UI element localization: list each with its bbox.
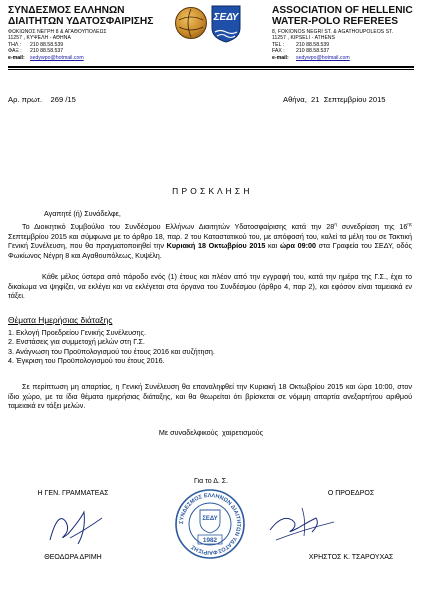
agenda-item: 4. Έγκριση του Προϋπολογισμού του έτους 2016. (8, 355, 165, 365)
header-divider-thin (8, 69, 414, 70)
email-label: e-mail: (8, 54, 25, 61)
water-polo-ball-icon (175, 7, 207, 39)
greeting: Αγαπητέ (ή) Συνάδελφε, (44, 209, 121, 218)
fax-label: ΦΑΞ : (8, 48, 22, 55)
protocol-number: Αρ. πρωτ. 269 /15 (8, 95, 76, 104)
email-en (272, 55, 420, 61)
secretary-name: ΘΕΟΔΩΡΑ ΔΡΙΜΗ (44, 554, 102, 561)
address-en-line1: 8, FOKIONOS NEGRI ST. & AGATHOUPOLEOS ST. (272, 29, 394, 35)
address-gr-line2: 11257 , ΚΥΨΕΛΗ - ΑΘΗΝΑ (8, 35, 71, 41)
para1-sup1: η (334, 221, 337, 227)
document-date: Αθήνα, 21 Σεπτεμβρίου 2015 (283, 95, 386, 104)
paragraph-2: Κάθε μέλος ύστερα από πάροδο ενός (1) έτους και πλέον από την εγγραφή του, κατά την ημέρα της Γ.Σ., έχει το δικαίωμα να ψηφίζει, να εκλέγει και να εκλέγεται στα όργανα του Συνδέσμου (άρθρο 4, παρ 2), και εφόσον είναι ταμειακά εν τάξει. (8, 272, 412, 301)
svg-text:ΣΥΝΔΕΣΜΟΣ ΕΛΛΗΝΩΝ ΔΙΑΙΤΗΤΩΝ ΥΔ (179, 493, 241, 555)
header-left (8, 5, 158, 61)
president-name: ΧΡΗΣΤΟΣ Κ. ΤΣΑΡΟΥΧΑΣ (308, 554, 394, 561)
org-name-gr-line2: ΔΙΑΙΤΗΤΩΝ ΥΔΑΤΟΣΦΑΙΡΙΣΗΣ (8, 16, 154, 27)
official-stamp (174, 488, 246, 560)
tel-value: 210 88.58.539 (30, 42, 64, 48)
president-signature (262, 500, 342, 548)
agenda-heading (8, 315, 112, 325)
fax-value: 210 88.58.537 (30, 48, 64, 55)
org-name-en-line1: ASSOCIATION OF HELLENIC (272, 5, 413, 16)
secretary-signature (40, 500, 110, 550)
meeting-date: Κυριακή 18 Οκτωβρίου 2015 (166, 241, 266, 251)
paragraph-1 (8, 222, 412, 260)
meeting-time: ώρα 09:00 (279, 241, 316, 251)
president-role: Ο ΠΡΟΕΔΡΟΣ (327, 490, 375, 497)
org-name-gr-line1: ΣΥΝΔΕΣΜΟΣ ΕΛΛΗΝΩΝ (8, 5, 125, 16)
agenda-list (8, 328, 412, 365)
document-title: Π Ρ Ο Σ Κ Λ Η Σ Η (172, 186, 250, 196)
address-gr-line1: ΦΩΚΙΩΝΟΣ ΝΕΓΡΗ 8 & ΑΓΑΘΟΥΠΟΛΕΩΣ (8, 29, 107, 35)
sedy-logo (206, 4, 246, 44)
para1-part-c: Σεπτεμβρίου 2015 και σύμφωνα με το άρθρο 18, παρ. 2 του Καταστατικού του, με απόφασή του, καλεί τα μέλη του σε Τακτική Γενική Συνέλευση, που θα πραγματοποιηθεί την (8, 231, 412, 251)
header-right (272, 5, 420, 61)
header (0, 0, 422, 70)
secretary-role: Η ΓΕΝ. ΓΡΑΜΜΑΤΕΑΣ (37, 490, 109, 497)
para1-part-a: Το Διοικητικό Συμβούλιο του Συνδέσμου Ελλήνων Διαιτητών Υδατοσφαίρισης κατά την 28 (22, 222, 335, 231)
email-link[interactable]: sedywpo@hotmail.com (30, 54, 84, 61)
tel-value: 210 88.58.539 (296, 42, 330, 48)
address-en-line2: 11257 , KIPSELI - ATHENS (272, 35, 336, 41)
email-label: e-mail: (272, 54, 289, 61)
for-board-label: Για το Δ. Σ. (193, 478, 229, 485)
stamp-ring-text: ΣΥΝΔΕΣΜΟΣ ΕΛΛΗΝΩΝ ΔΙΑΙΤΗΤΩΝ ΥΔΑΤΟΣΦΑΙΡΙΣΗΣ (178, 492, 242, 556)
agenda-item: 2. Ενστάσεις για συμμετοχή μελών στη Γ.Σ. (8, 337, 145, 347)
para1-sup2: ης (407, 221, 412, 227)
tel-label: ΤΗΛ : (8, 42, 21, 48)
closing: Με συναδελφικούς χαιρετισμούς (158, 428, 264, 437)
tel-label: TEL : (272, 42, 285, 48)
fax-label: FAX : (272, 48, 285, 55)
paragraph-3: Σε περίπτωση μη απαρτίας, η Γενική Συνέλευση θα επαναληφθεί την Κυριακή 18 Οκτωβρίου 2015 και ώρα 10:00, στον ίδιο χώρο, με τα ίδια θέματα ημερήσιας διάταξης, και θα θεωρείται ότι βρίσκεται σε νόμιμη απαρτία ανεξαρτήτου αριθμού ταμειακά εν τάξει μελών. (8, 382, 412, 411)
fax-value: 210 88.58.537 (296, 48, 330, 55)
logo-text: ΣΕΔΥ (213, 12, 239, 23)
agenda-heading-text: Θέματα Ημερήσιας διάταξης (8, 315, 113, 325)
org-name-en-line2: WATER-POLO REFEREES (272, 16, 399, 27)
stamp-center-text: ΣΕΔΥ (202, 516, 218, 522)
para1-part-b: συνεδρίαση της 16 (336, 222, 408, 231)
header-divider-thick (8, 66, 414, 68)
email-gr (8, 55, 158, 61)
agenda-item: 3. Ανάγνωση του Προϋπολογισμού του έτους 2016 και συζήτηση. (8, 346, 215, 356)
agenda-item: 1. Εκλογή Προεδρείου Γενικής Συνέλευσης. (8, 328, 146, 337)
para1-part-e: στα Γραφεία του ΣΕΔΥ, οδός Φωκίωνος Νέγρη 8 και Αγαθουπόλεως, Κυψέλη. (8, 241, 412, 260)
email-link[interactable]: sedywpo@hotmail.com (296, 54, 350, 61)
stamp-year: 1982 (202, 537, 218, 544)
para1-part-d: και (265, 241, 280, 251)
